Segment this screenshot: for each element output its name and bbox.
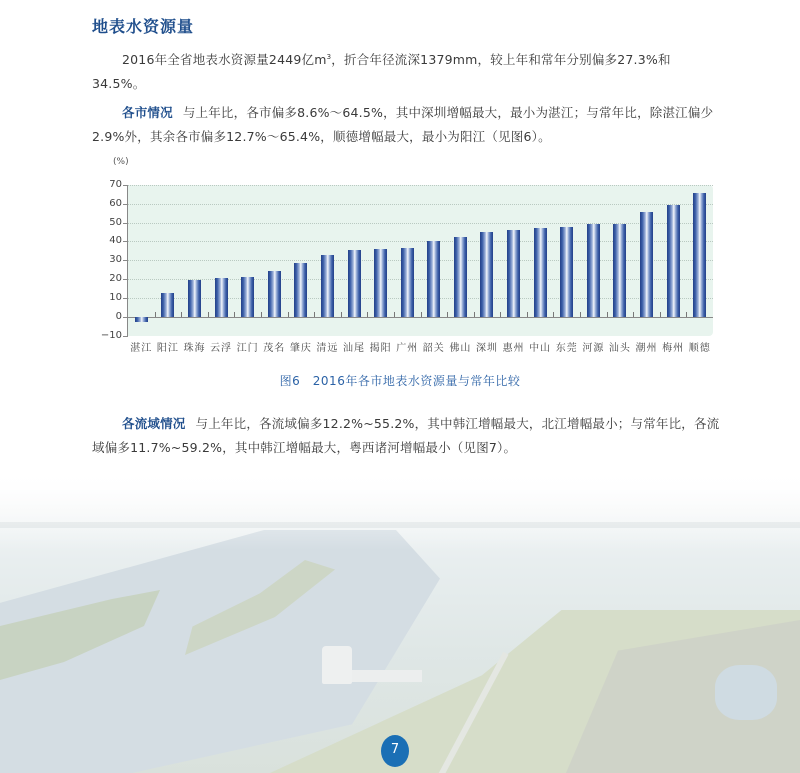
x-category-label: 揭阳	[369, 343, 392, 354]
photo-tower	[322, 646, 352, 684]
x-category-label: 汕头	[608, 343, 631, 354]
x-category-label: 珠海	[183, 343, 206, 354]
x-category-label: 东莞	[555, 343, 578, 354]
y-tick-label: 40	[109, 235, 122, 247]
y-axis-unit: (%)	[113, 157, 129, 167]
y-tick-label: 20	[109, 273, 122, 285]
x-tick-mark	[580, 312, 581, 317]
x-category-label: 梅州	[662, 343, 685, 354]
y-tick-label: 30	[109, 254, 122, 266]
paragraph-cities	[92, 101, 722, 149]
x-tick-mark	[394, 312, 395, 317]
y-tick-label: 70	[109, 178, 122, 190]
x-tick-mark	[660, 312, 661, 317]
x-category-label: 潮州	[635, 343, 658, 354]
y-tick-mark	[123, 279, 128, 280]
x-category-label: 湛江	[130, 343, 153, 354]
y-tick-label: 50	[109, 216, 122, 228]
y-tick-label: −10	[100, 329, 122, 341]
x-category-label: 清远	[316, 343, 339, 354]
x-tick-mark	[633, 312, 634, 317]
bar-汕头	[613, 224, 626, 317]
bar-东莞	[560, 227, 573, 317]
gridline	[128, 204, 713, 205]
paragraph-lead: 各流域情况	[122, 416, 186, 431]
figure-caption: 图6 2016年各市地表水资源量与常年比较	[279, 374, 521, 388]
paragraph-basins	[92, 412, 722, 460]
x-category-label: 江门	[236, 343, 259, 354]
x-tick-mark	[527, 312, 528, 317]
y-tick-mark	[123, 185, 128, 186]
bar-潮州	[640, 212, 653, 317]
x-tick-mark	[474, 312, 475, 317]
x-category-label: 广州	[396, 343, 419, 354]
y-tick-mark	[123, 223, 128, 224]
section-title: 地表水资源量	[92, 17, 195, 36]
y-tick-mark	[123, 260, 128, 261]
y-tick-mark	[123, 336, 128, 337]
y-tick-label: 60	[109, 197, 122, 209]
background-photo-river-aerial	[0, 470, 800, 773]
bar-清远	[321, 255, 334, 317]
x-tick-mark	[314, 312, 315, 317]
bar-佛山	[454, 237, 467, 317]
x-category-label: 惠州	[502, 343, 525, 354]
paragraph-summary	[92, 45, 722, 96]
paragraph-text: ，折合年径流深1379mm，较上年和常年分别偏多27.3%和34.5%。	[92, 52, 671, 92]
bar-韶关	[427, 241, 440, 317]
bar-顺德	[693, 193, 706, 317]
bar-广州	[401, 248, 414, 317]
x-category-label: 汕尾	[343, 343, 366, 354]
page-number-badge: 7	[381, 735, 409, 767]
paragraph-text: 与上年比，各流域偏多12.2%~55.2%，其中韩江增幅最大，北江增幅最小；与常年比，各流域偏多11.7%~59.2%，其中韩江增幅最大，粤西诸河增幅最小（见图7）。	[92, 416, 720, 455]
x-category-label: 韶关	[422, 343, 445, 354]
bar-汕尾	[348, 250, 361, 317]
y-tick-label: 0	[115, 311, 122, 322]
x-tick-mark	[155, 312, 156, 317]
x-tick-mark	[500, 312, 501, 317]
bar-湛江	[135, 317, 148, 322]
x-category-label: 深圳	[475, 343, 498, 354]
x-category-label: 肇庆	[289, 343, 312, 354]
x-category-label: 中山	[529, 343, 552, 354]
paragraph-lead: 各市情况	[122, 105, 173, 120]
x-tick-mark	[421, 312, 422, 317]
x-tick-mark	[553, 312, 554, 317]
superscript: 3	[326, 53, 332, 61]
paragraph-text: 2016年全省地表水资源量2449亿m	[122, 52, 327, 68]
x-category-label: 阳江	[156, 343, 179, 354]
x-tick-mark	[367, 312, 368, 317]
zero-baseline	[128, 317, 713, 318]
bar-江门	[241, 277, 254, 317]
x-category-label: 云浮	[210, 343, 233, 354]
y-tick-label: 10	[109, 292, 122, 304]
bar-云浮	[215, 278, 228, 317]
photo-sluice-bridge	[352, 670, 422, 682]
photo-haze-fade	[0, 470, 800, 550]
paragraph-text: 与上年比，各市偏多8.6%～64.5%，其中深圳增幅最大，最小为湛江；与常年比，除湛江偏少2.9%外，其余各市偏多12.7%～65.4%，顺德增幅最大，最小为阳江（见图6）。	[92, 105, 714, 144]
x-category-label: 顺德	[688, 343, 711, 354]
photo-pond	[715, 665, 777, 720]
y-tick-mark	[123, 241, 128, 242]
bar-梅州	[667, 205, 680, 317]
bar-揭阳	[374, 249, 387, 317]
x-category-label: 河源	[582, 343, 605, 354]
x-category-label: 佛山	[449, 343, 472, 354]
bar-中山	[534, 228, 547, 317]
bar-肇庆	[294, 263, 307, 317]
bar-阳江	[161, 293, 174, 317]
x-tick-mark	[341, 312, 342, 317]
y-tick-mark	[123, 204, 128, 205]
bar-惠州	[507, 230, 520, 317]
x-category-label: 茂名	[263, 343, 286, 354]
bar-茂名	[268, 271, 281, 317]
x-tick-mark	[234, 312, 235, 317]
x-tick-mark	[208, 312, 209, 317]
x-tick-mark	[447, 312, 448, 317]
bar-珠海	[188, 280, 201, 317]
bar-河源	[587, 224, 600, 317]
x-tick-mark	[686, 312, 687, 317]
x-tick-mark	[607, 312, 608, 317]
gridline	[128, 185, 713, 186]
x-tick-mark	[181, 312, 182, 317]
bar-深圳	[480, 232, 493, 317]
x-tick-mark	[261, 312, 262, 317]
y-tick-mark	[123, 298, 128, 299]
x-tick-mark	[288, 312, 289, 317]
